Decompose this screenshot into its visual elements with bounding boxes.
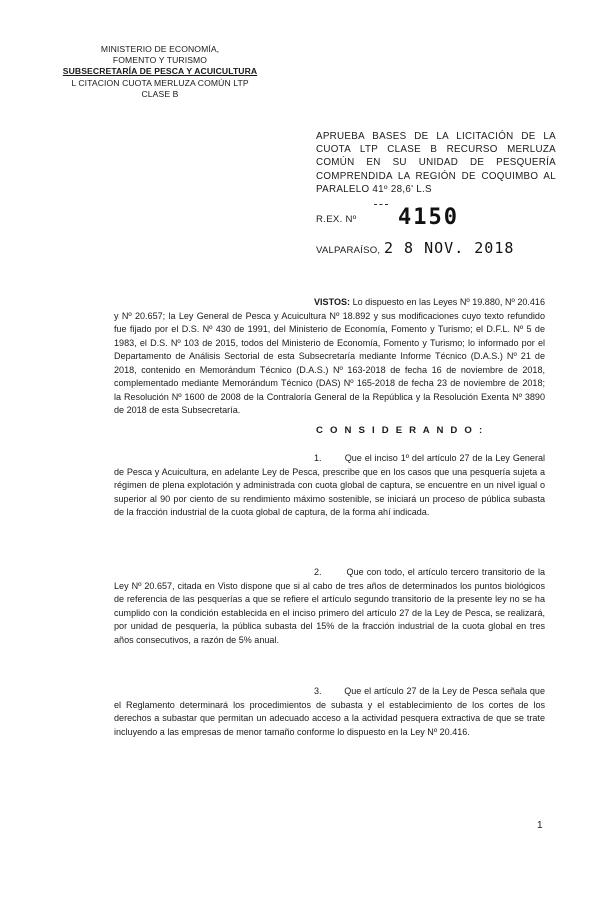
resolution-number-block bbox=[316, 204, 556, 234]
item-text: Que el inciso 1º del artículo 27 de la Ley General de Pesca y Acuicultura, en adelante Ley de Pesca, prescribe que en los casos que una pesquería sujeta a régimen de plena explotación y administrada con cuota global de captura, se encuentre en un nivel igual o superior al 90 por ciento de su rendimiento máximo sostenible, se iniciará un proceso de pública subasta de la fracción industrial de la cuota global de captura, de la forma ahí indicada. bbox=[114, 453, 546, 517]
resolution-subject: APRUEBA BASES DE LA LICITACIÓN DE LA CUOTA LTP CLASE B RECURSO MERLUZA COMÚN EN SU UNIDAD DE PESQUERÍA COMPRENDIDA LA REGIÓN DE COQUIMBO AL PARALELO 41º 28,6' L.S bbox=[316, 131, 556, 195]
stamp-dash bbox=[374, 204, 388, 205]
considerando-item bbox=[114, 566, 545, 647]
ministry-name-cont: FOMENTO Y TURISMO bbox=[112, 55, 208, 66]
considerando-item bbox=[114, 685, 545, 739]
considerando-heading: C O N S I D E R A N D O : bbox=[316, 425, 485, 436]
resolution-number: 4150 bbox=[398, 205, 459, 230]
vistos-text: Lo dispuesto en las Leyes Nº 19.880, Nº 20.416 y Nº 20.657; la Ley General de Pesca y Acuicultura Nº 18.892 y sus modificaciones cuyo texto refundido fue fijado por el D.S. Nº 430 de 1991, del Ministerio de Economía, Fomento y Turismo; el D.F.L. Nº 5 de 1983, el D.S. Nº 103 de 2015, todos del Ministerio de Economía, Fomento y Turismo; lo informado por el Departamento de Análisis Sectorial de esta Subsecretaría mediante Informe Técnico (D.A.S.) Nº 21 de 2018, contenido en Memorándum Técnico (D.A.S.) Nº 163-2018 de fecha 16 de noviembre de 2018, complementado mediante Memorándum Técnico (DAS) Nº 165-2018 de fecha 23 de noviembre de 2018; la Resolución Nº 1600 de 2008 de la Contraloría General de la República y la Resolución Exenta Nº 3890 de 2018 de esta Subsecretaría. bbox=[114, 297, 545, 415]
city: VALPARAÍSO, bbox=[316, 245, 381, 256]
page-number: 1 bbox=[537, 820, 543, 831]
item-number: 2. bbox=[314, 567, 322, 577]
document-reference-class: CLASE B bbox=[141, 88, 179, 99]
undersecretariat-name: SUBSECRETARÍA DE PESCA Y ACUICULTURA bbox=[62, 66, 258, 77]
date-stamp: 2 8 NOV. 2018 bbox=[384, 239, 515, 257]
item-text: Que el artículo 27 de la Ley de Pesca señala que el Reglamento determinará los procedimientos de subasta y el establecimiento de los cortes de los derechos a subastar que permitan un adecuado acceso a la actividad pesquera extractiva de que se trate incluyendo a las empresas de menor tamaño conforme lo dispuesto en la Ley Nº 20.416. bbox=[114, 686, 545, 737]
ministry-header bbox=[40, 44, 280, 100]
considerando-item bbox=[114, 452, 545, 520]
vistos-paragraph bbox=[114, 296, 545, 418]
item-text: Que con todo, el artículo tercero transitorio de la Ley Nº 20.657, citada en Visto dispone que si al cabo de tres años de determinados los puntos biológicos de referencia de las pesquerías a que se refiere el artículo segundo transitorio de la presente ley no se ha cumplido con la condición establecida en el inciso primero del artículo 27 de la Ley de Pesca, se realizará, por unidad de pesquería, la pública subasta del 15% de la fracción industrial de la cuota global en tres años consecutivos, a razón de 5% anual. bbox=[114, 567, 546, 645]
place-date-block bbox=[316, 239, 576, 261]
ministry-name: MINISTERIO DE ECONOMÍA, bbox=[100, 44, 220, 54]
document-reference: L CITACION CUOTA MERLUZA COMÚN LTP bbox=[71, 77, 249, 88]
resolution-label: R.EX. Nº bbox=[316, 214, 357, 225]
item-number: 3. bbox=[314, 686, 322, 696]
vistos-label: VISTOS: bbox=[314, 297, 351, 307]
item-number: 1. bbox=[314, 453, 322, 463]
